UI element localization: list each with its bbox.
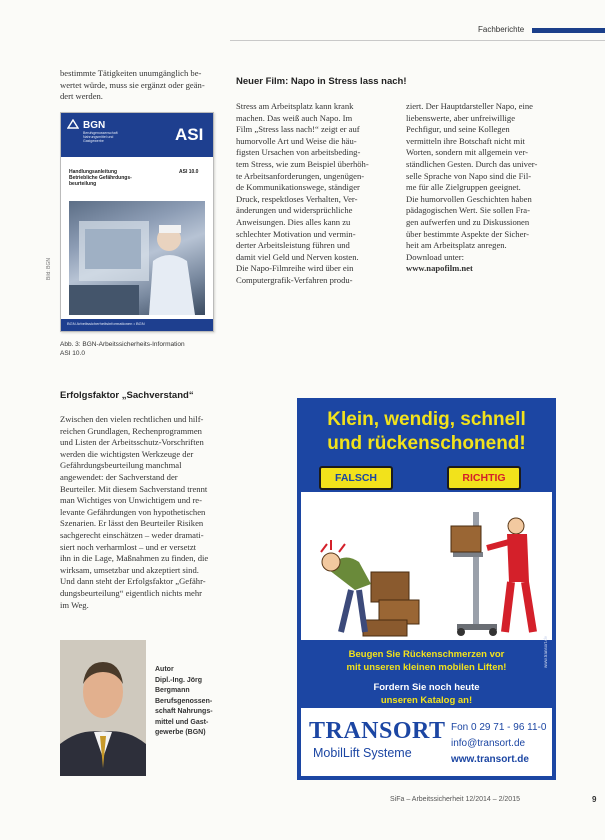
text-line: ihn in die Lage, Maßnahmen zu finden, die — [60, 553, 209, 564]
text-line: me für alle Zielgruppen geeignet. — [406, 182, 521, 193]
text-line: schlechter Motivation und vermin- — [236, 228, 356, 239]
text-line: Druck, respektloses Verhalten, Ver- — [236, 193, 358, 204]
ad-headline-line: Klein, wendig, schnell — [327, 409, 526, 430]
text-line: pädagogischen Wert. Sie sollen Fra- — [406, 205, 530, 216]
text-line: tem Stress, wie zum Beispiel überhöh- — [236, 158, 369, 169]
cover-title-line: Betriebliche Gefährdungs- — [69, 175, 132, 181]
text-line: te Arbeitsanforderungen, ungenügen- — [236, 170, 365, 181]
text-line: Gefährdungsbeurteilung manchmal — [60, 460, 182, 471]
author-photo — [60, 640, 146, 776]
text-line: im Weg. — [60, 599, 89, 610]
text-line: Worten, sondern mit allgemein ver- — [406, 147, 529, 158]
text-line: angewendet: der Sachverstand der — [60, 471, 178, 482]
text-line: humorvolle Art und Weise die häu- — [236, 135, 357, 146]
cover-title-line: Handlungsanleitung — [69, 169, 118, 175]
article-column-2 — [406, 101, 576, 275]
caption-line: ASI 10.0 — [60, 350, 85, 357]
ad-text-2 — [297, 681, 556, 707]
text-line: ständlichen Gesten. Durch das univer- — [406, 158, 538, 169]
text-line: Zwischen den vielen rechtlichen und hilf- — [60, 414, 204, 424]
text-line: liebenswerte, aber unfreiwillige — [406, 112, 516, 123]
text-line: figsten Ursachen von arbeitsbeding- — [236, 147, 361, 158]
text-line: Die Napo-Filmreihe wird über ein — [236, 263, 354, 274]
text-line: und Listen der Arbeitsschutz-Vorschriften — [60, 437, 204, 448]
cover-header — [61, 113, 213, 157]
text-line: selle Sprache von Napo sind die Fil- — [406, 170, 532, 181]
text-line: Computergrafik-Verfahren produ- — [236, 274, 353, 285]
text-line: Die humorvollen Geschichten haben — [406, 193, 532, 204]
text-line: derter Arbeitsleistung führen und — [236, 240, 350, 251]
cover-number: ASI 10.0 — [179, 169, 199, 175]
ad-text-line: unseren Katalog an! — [380, 695, 473, 706]
author-line: Dipl.-Ing. Jörg — [155, 676, 203, 684]
text-line: änderungen und widersprüchliche — [236, 205, 353, 216]
author-line: Berufsgenossen- — [155, 697, 213, 705]
section-label: Fachberichte — [478, 25, 525, 34]
text-line: Film „Stress lass nach!“ zeigt er auf — [236, 124, 360, 135]
text-line: wirksam, umsetzbar und akzeptiert sind. — [60, 564, 199, 575]
text-line: man Wichtiges von Unwichtigem und re- — [60, 495, 202, 506]
text-line: gen aufwerfen und zu Diskussionen — [406, 216, 530, 227]
transort-advertisement[interactable] — [297, 398, 556, 780]
author-line: schaft Nahrungs- — [155, 708, 213, 715]
cover-title-line: beurteilung — [69, 181, 97, 187]
cover-photo-illustration — [69, 201, 205, 315]
section-bar — [532, 28, 605, 33]
ad-illustration-drawing — [301, 492, 552, 640]
article-heading: Erfolgsfaktor „Sachverstand“ — [60, 390, 194, 401]
cover-photo — [69, 201, 205, 315]
figure-caption — [60, 340, 220, 358]
cover-asi: ASI — [175, 125, 204, 144]
text-line: dungsbeurteilung“ eigentlich nichts mehr — [60, 587, 202, 598]
text-line: Stress am Arbeitsplatz kann krank — [236, 101, 354, 111]
article-column-1 — [236, 101, 406, 287]
text-line: Pechfigur, und seine Kollegen — [406, 124, 510, 135]
caption-line: Abb. 3: BGN-Arbeitssicherheits-Information — [60, 341, 185, 348]
text-line: werden die wichtigsten Werkzeuge der — [60, 448, 194, 459]
ad-email[interactable]: info@transort.de — [451, 738, 526, 749]
bgn-emblem-icon — [67, 119, 79, 129]
transort-subtitle: MobilLift Systeme — [313, 746, 412, 760]
text-line: ziert. Der Hauptdarsteller Napo, eine — [406, 101, 533, 111]
footer-text: SiFa – Arbeitssicherheit 12/2014 – 2/2015 — [390, 796, 520, 803]
image-credit: Bild: BGN — [46, 258, 52, 280]
text-line: sachgerecht einschätzen – weder dramati- — [60, 529, 204, 540]
ad-text-line: Fordern Sie noch heute — [373, 682, 480, 693]
cover-footer — [61, 319, 213, 331]
ad-text-line: mit unseren kleinen mobilen Liften! — [346, 662, 507, 673]
page-number: 9 — [592, 795, 597, 804]
text-line: Download unter: — [406, 251, 464, 262]
article-body — [60, 414, 228, 611]
author-info — [155, 665, 225, 739]
ad-text-1 — [297, 648, 556, 674]
text-line: levante Gefährdungen von hypothetischen — [60, 506, 206, 517]
ad-text-line: Beugen Sie Rückenschmerzen vor — [348, 649, 505, 660]
ad-tag-right: RICHTIG — [447, 466, 521, 490]
text-line: bestimmte Tätigkeiten unumgänglich be- — [60, 68, 202, 78]
author-portrait — [60, 640, 146, 776]
ad-headline — [297, 408, 556, 456]
text-line: de Kommunikationswege, ständiger — [236, 182, 360, 193]
text-line: über bestimmte Aspekte der Sicher- — [406, 228, 529, 239]
ad-headline-line: und rückenschonend! — [327, 433, 526, 454]
cover-footer-text: BGN Arbeitssicherheitsinformationen • BGN — [67, 321, 145, 326]
author-line: Bergmann — [155, 687, 190, 694]
text-line: machen. Das weiß auch Napo. Im — [236, 112, 353, 123]
intro-fragment — [60, 68, 220, 103]
cover-logo-sub: Berufsgenossenschaft Nahrungsmittel und Gastgewerbe — [83, 131, 118, 143]
ad-contact-panel — [301, 708, 552, 776]
text-line: Szenarien. Er lässt den Beurteiler Risiken — [60, 518, 204, 529]
text-line: siert noch verharmlost – und er versetzt — [60, 541, 197, 552]
transort-logo: TRANSORT — [309, 718, 446, 744]
text-line: dert werden. — [60, 91, 103, 102]
author-line: Autor — [155, 666, 174, 673]
ad-tag-wrong: FALSCH — [319, 466, 393, 490]
text-line: Und dann steht der Erfolgsfaktor „Gefähr- — [60, 576, 206, 587]
text-line: heit am Arbeitsplatz anregen. — [406, 240, 507, 251]
download-link[interactable]: www.napofilm.net — [406, 263, 473, 274]
brochure-cover — [60, 112, 214, 332]
author-line: gewerbe (BGN) — [155, 729, 206, 736]
ad-phone: Fon 0 29 71 - 96 11-0 — [451, 722, 547, 733]
cover-title — [69, 169, 159, 187]
ad-side-text: www.transort.de — [543, 635, 548, 668]
cover-logo: BGN — [83, 120, 106, 131]
text-line: Anweisungen. Dies alles kann zu — [236, 216, 351, 227]
author-line: mittel und Gast- — [155, 718, 209, 726]
ad-illustration — [301, 492, 552, 640]
text-line: reichen Grundlagen, Rechenprogrammen — [60, 425, 202, 436]
text-line: vermitteln ihre Botschaft nicht mit — [406, 135, 525, 146]
text-line: damit viel Geld und Nerven kosten. — [236, 251, 359, 262]
ad-website[interactable]: www.transort.de — [451, 754, 529, 765]
text-line: Beurteiler. Mit diesem Sachverstand trennt — [60, 483, 208, 494]
text-line: wertet würde, muss sie ergänzt oder geän- — [60, 79, 205, 90]
top-rule — [230, 40, 605, 41]
article-heading: Neuer Film: Napo in Stress lass nach! — [236, 76, 407, 87]
